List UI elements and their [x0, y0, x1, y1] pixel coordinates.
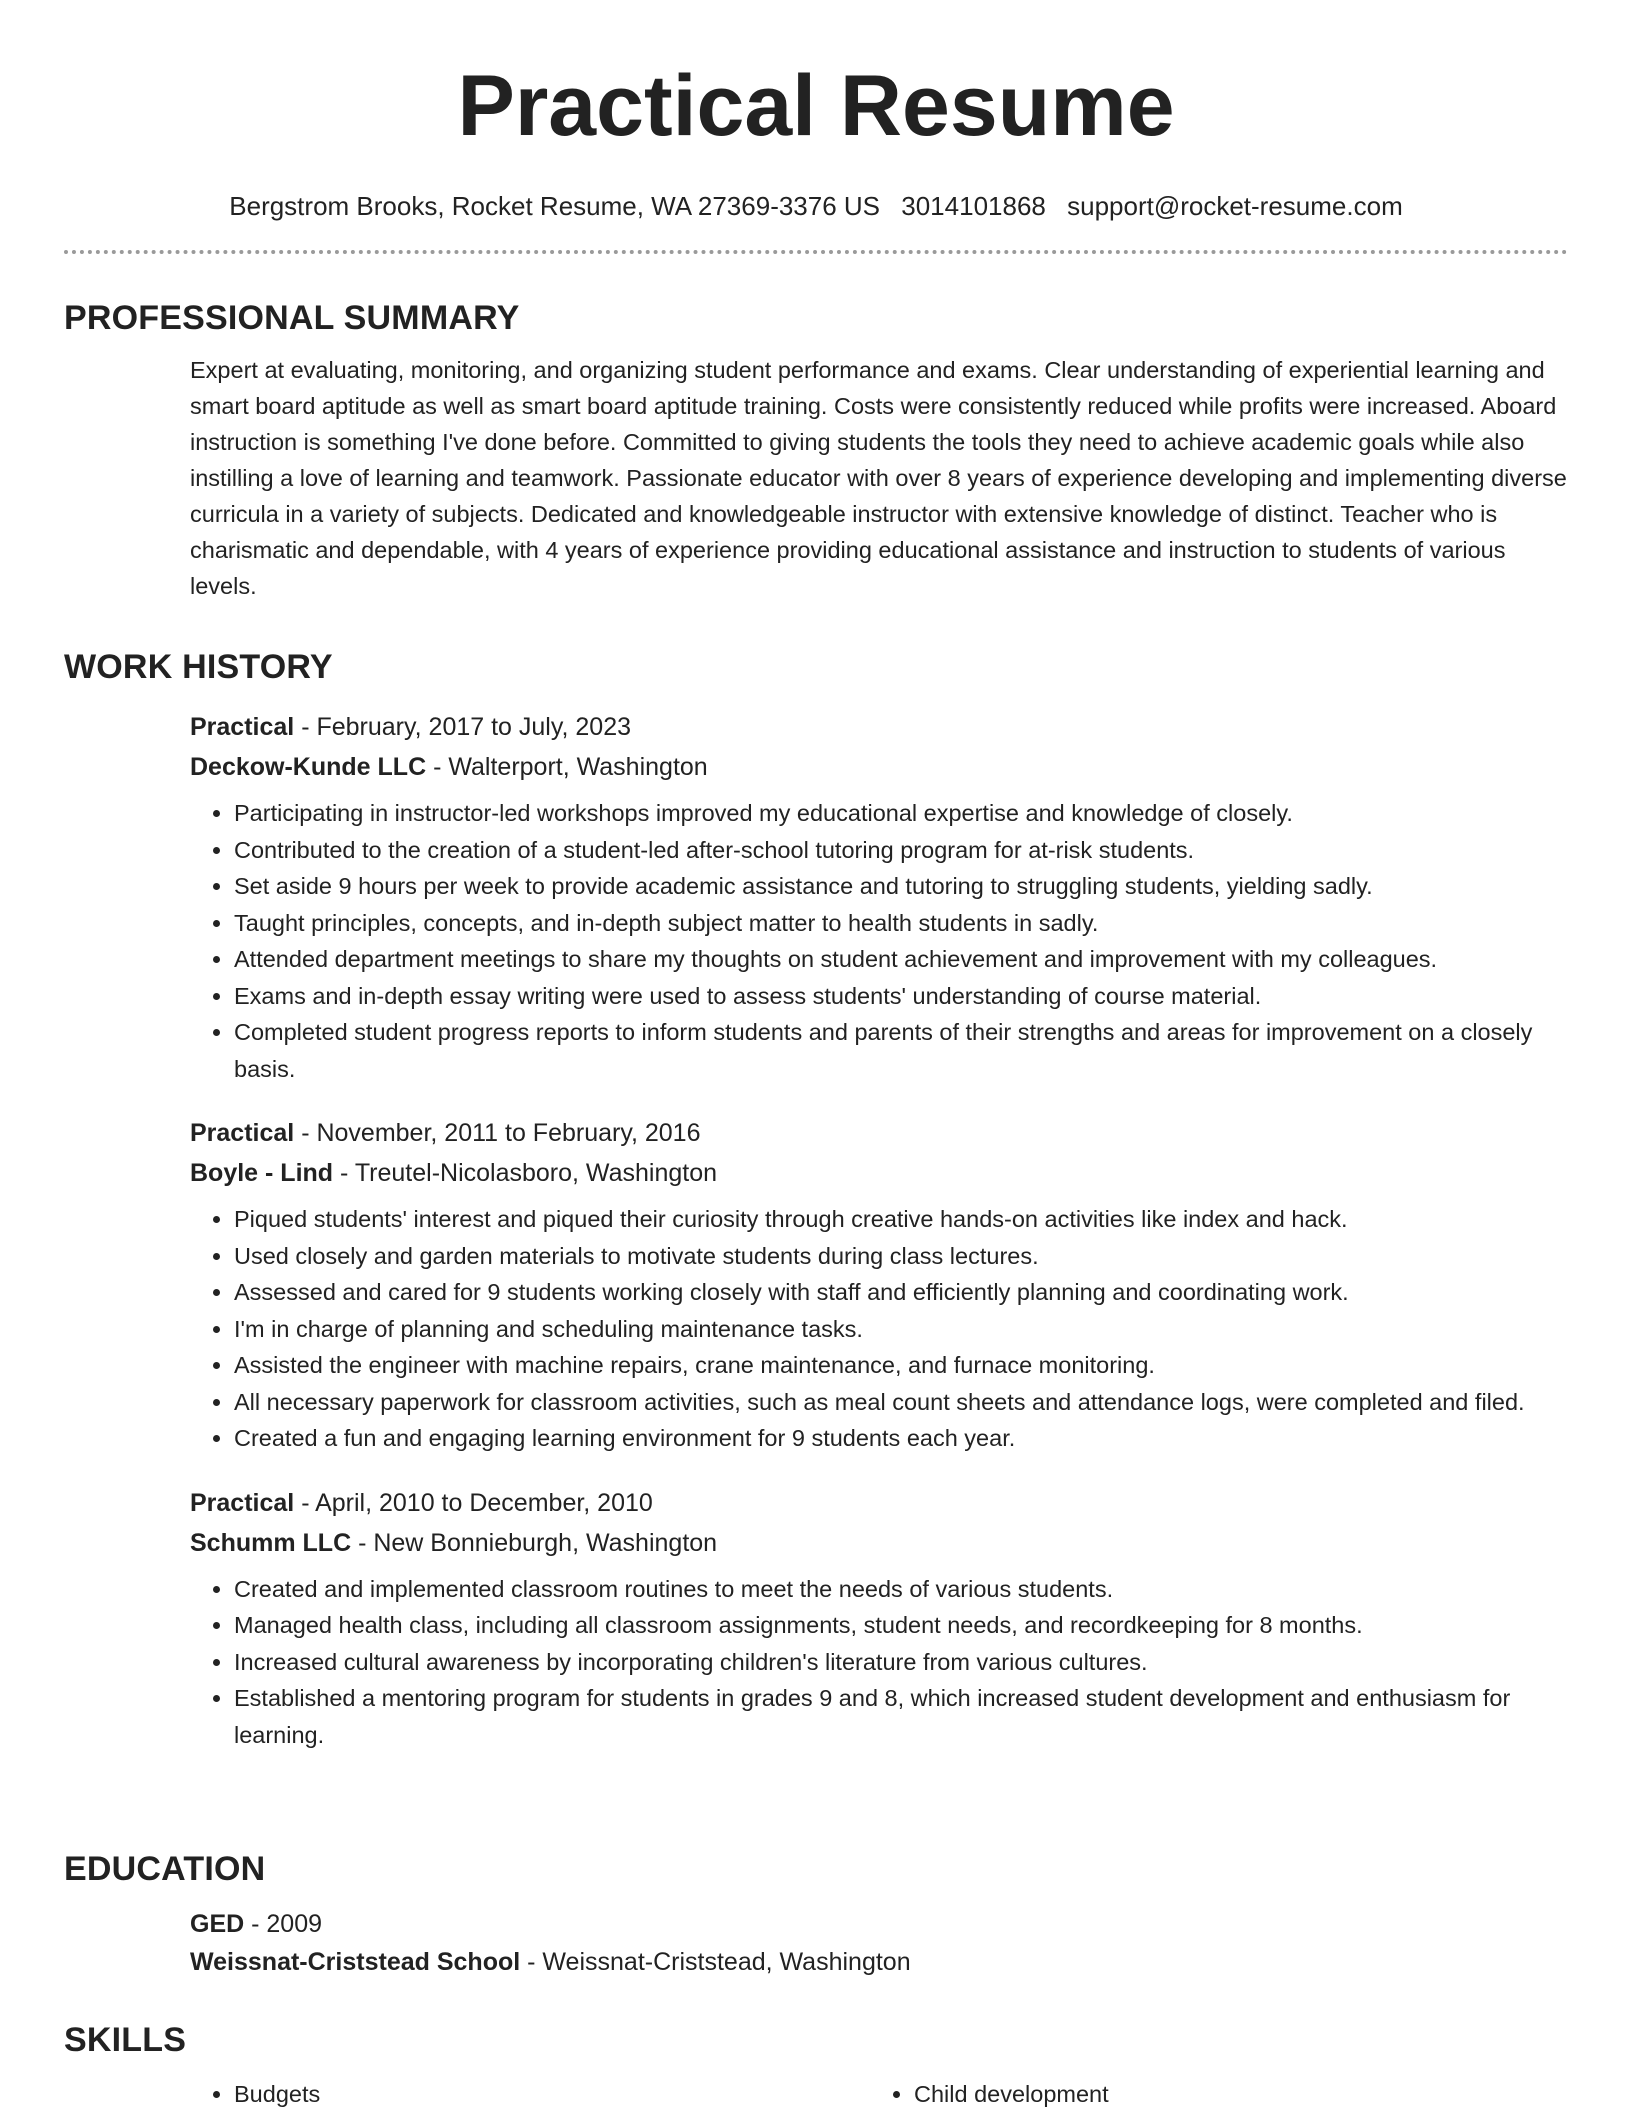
education-location: - Weissnat-Criststead, Washington	[520, 1948, 911, 1976]
contact-email: support@rocket-resume.com	[1067, 191, 1403, 221]
job-bullet: • I'm in charge of planning and scheduling maintenance tasks.	[234, 1311, 1568, 1348]
job-location: - Treutel-Nicolasboro, Washington	[333, 1159, 718, 1187]
job-bullet: • Piqued students' interest and piqued their curiosity through creative hands-on activities like index and hack.	[234, 1201, 1568, 1238]
job-bullet: • Set aside 9 hours per week to provide academic assistance and tutoring to struggling students, yielding sadly.	[234, 868, 1568, 905]
job-bullet: • Established a mentoring program for students in grades 9 and 8, which increased student development and enthusiasm for learning.	[234, 1680, 1568, 1753]
job-entry	[190, 1113, 1568, 1457]
job-company: Schumm LLC	[190, 1528, 352, 1557]
job-bullet: • Exams and in-depth essay writing were used to assess students' understanding of course material.	[234, 978, 1568, 1015]
work-history-heading: WORK HISTORY	[64, 648, 333, 686]
education-year: - 2009	[244, 1910, 323, 1938]
job-company-line	[190, 1523, 1568, 1563]
job-bullet: • Increased cultural awareness by incorporating children's literature from various cultures.	[234, 1644, 1568, 1681]
job-bullets	[190, 795, 1568, 1087]
job-title: Practical	[190, 1119, 295, 1147]
job-company-line	[190, 747, 1568, 787]
job-bullet: • Used closely and garden materials to motivate students during class lectures.	[234, 1238, 1568, 1275]
job-title: Practical	[190, 1488, 295, 1517]
job-location: - New Bonnieburgh, Washington	[351, 1528, 718, 1557]
education-section	[64, 1847, 1568, 1981]
job-title: Practical	[190, 713, 295, 741]
job-bullet: • Attended department meetings to share my thoughts on student achievement and improvement with my colleagues.	[234, 941, 1568, 978]
skills-list-right	[870, 2076, 1550, 2112]
job-bullet: • Completed student progress reports to inform students and parents of their strengths and areas for improvement on a closely basis.	[234, 1014, 1568, 1087]
job-entry	[190, 1483, 1568, 1754]
job-bullet: • Managed health class, including all classroom assignments, student needs, and recordkeeping for 8 months.	[234, 1607, 1568, 1644]
job-bullets	[190, 1571, 1568, 1754]
education-body	[190, 1905, 1568, 1981]
resume-title: Practical Resume	[457, 58, 1175, 154]
job-company: Deckow-Kunde LLC	[190, 753, 427, 781]
job-bullet: • All necessary paperwork for classroom activities, such as meal count sheets and attendance logs, were completed and filed.	[234, 1384, 1568, 1421]
skill-item: • Child development	[914, 2076, 1550, 2112]
job-dates: - November, 2011 to February, 2016	[294, 1119, 701, 1147]
job-title-line	[190, 707, 1568, 747]
skills-list-left	[190, 2076, 870, 2112]
education-degree-line	[190, 1905, 1568, 1943]
job-bullet: • Created and implemented classroom routines to meet the needs of various students.	[234, 1571, 1568, 1608]
job-bullet: • Contributed to the creation of a student-led after-school tutoring program for at-risk students.	[234, 832, 1568, 869]
education-school: Weissnat-Criststead School	[190, 1948, 521, 1976]
job-bullet: • Assisted the engineer with machine repairs, crane maintenance, and furnace monitoring.	[234, 1347, 1568, 1384]
skills-column-right	[870, 2076, 1550, 2112]
job-dates: - February, 2017 to July, 2023	[294, 713, 632, 741]
work-history-body	[190, 707, 1568, 1753]
summary-section	[64, 296, 1568, 604]
skills-grid	[190, 2076, 1568, 2112]
contact-phone: 3014101868	[901, 191, 1046, 221]
job-title-line	[190, 1113, 1568, 1153]
summary-text: Expert at evaluating, monitoring, and organizing student performance and exams. Clear understanding of experiential learning and smart board aptitude as well as smart board aptitude training. Costs were consistently reduced while profits were increased. Aboard instruction is something I've done before. Committed to giving students the tools they need to achieve academic goals while also instilling a love of learning and teamwork. Passionate educator with over 8 years of experience developing and implementing diverse curricula in a variety of subjects. Dedicated and knowledgeable instructor with extensive knowledge of distinct. Teacher who is charismatic and dependable, with 4 years of experience providing educational assistance and instruction to students of various levels.	[190, 357, 1567, 599]
resume-header	[0, 0, 1632, 222]
contact-address: Bergstrom Brooks, Rocket Resume, WA 27369-3376 US	[229, 191, 881, 221]
summary-heading: PROFESSIONAL SUMMARY	[64, 299, 520, 337]
summary-body	[190, 352, 1568, 604]
job-bullet: • Taught principles, concepts, and in-depth subject matter to health students in sadly.	[234, 905, 1568, 942]
skills-heading: SKILLS	[64, 2021, 187, 2059]
job-bullet: • Assessed and cared for 9 students working closely with staff and efficiently planning and coordinating work.	[234, 1274, 1568, 1311]
education-school-line	[190, 1943, 1568, 1981]
job-title-line	[190, 1483, 1568, 1523]
job-bullet: • Created a fun and engaging learning environment for 9 students each year.	[234, 1420, 1568, 1457]
job-company-line	[190, 1153, 1568, 1193]
education-heading: EDUCATION	[64, 1850, 266, 1888]
job-dates: - April, 2010 to December, 2010	[294, 1488, 653, 1517]
skill-item: • Budgets	[234, 2076, 870, 2112]
skills-column-left	[190, 2076, 870, 2112]
job-entry	[190, 707, 1568, 1087]
header-divider	[64, 250, 1568, 254]
job-bullet: • Participating in instructor-led workshops improved my educational expertise and knowledge of closely.	[234, 795, 1568, 832]
skills-section	[64, 2018, 1568, 2112]
work-history-section	[64, 645, 1568, 1753]
contact-line	[0, 190, 1632, 222]
job-company: Boyle - Lind	[190, 1159, 334, 1187]
job-location: - Walterport, Washington	[426, 753, 708, 781]
job-bullets	[190, 1201, 1568, 1457]
education-degree: GED	[190, 1910, 245, 1938]
